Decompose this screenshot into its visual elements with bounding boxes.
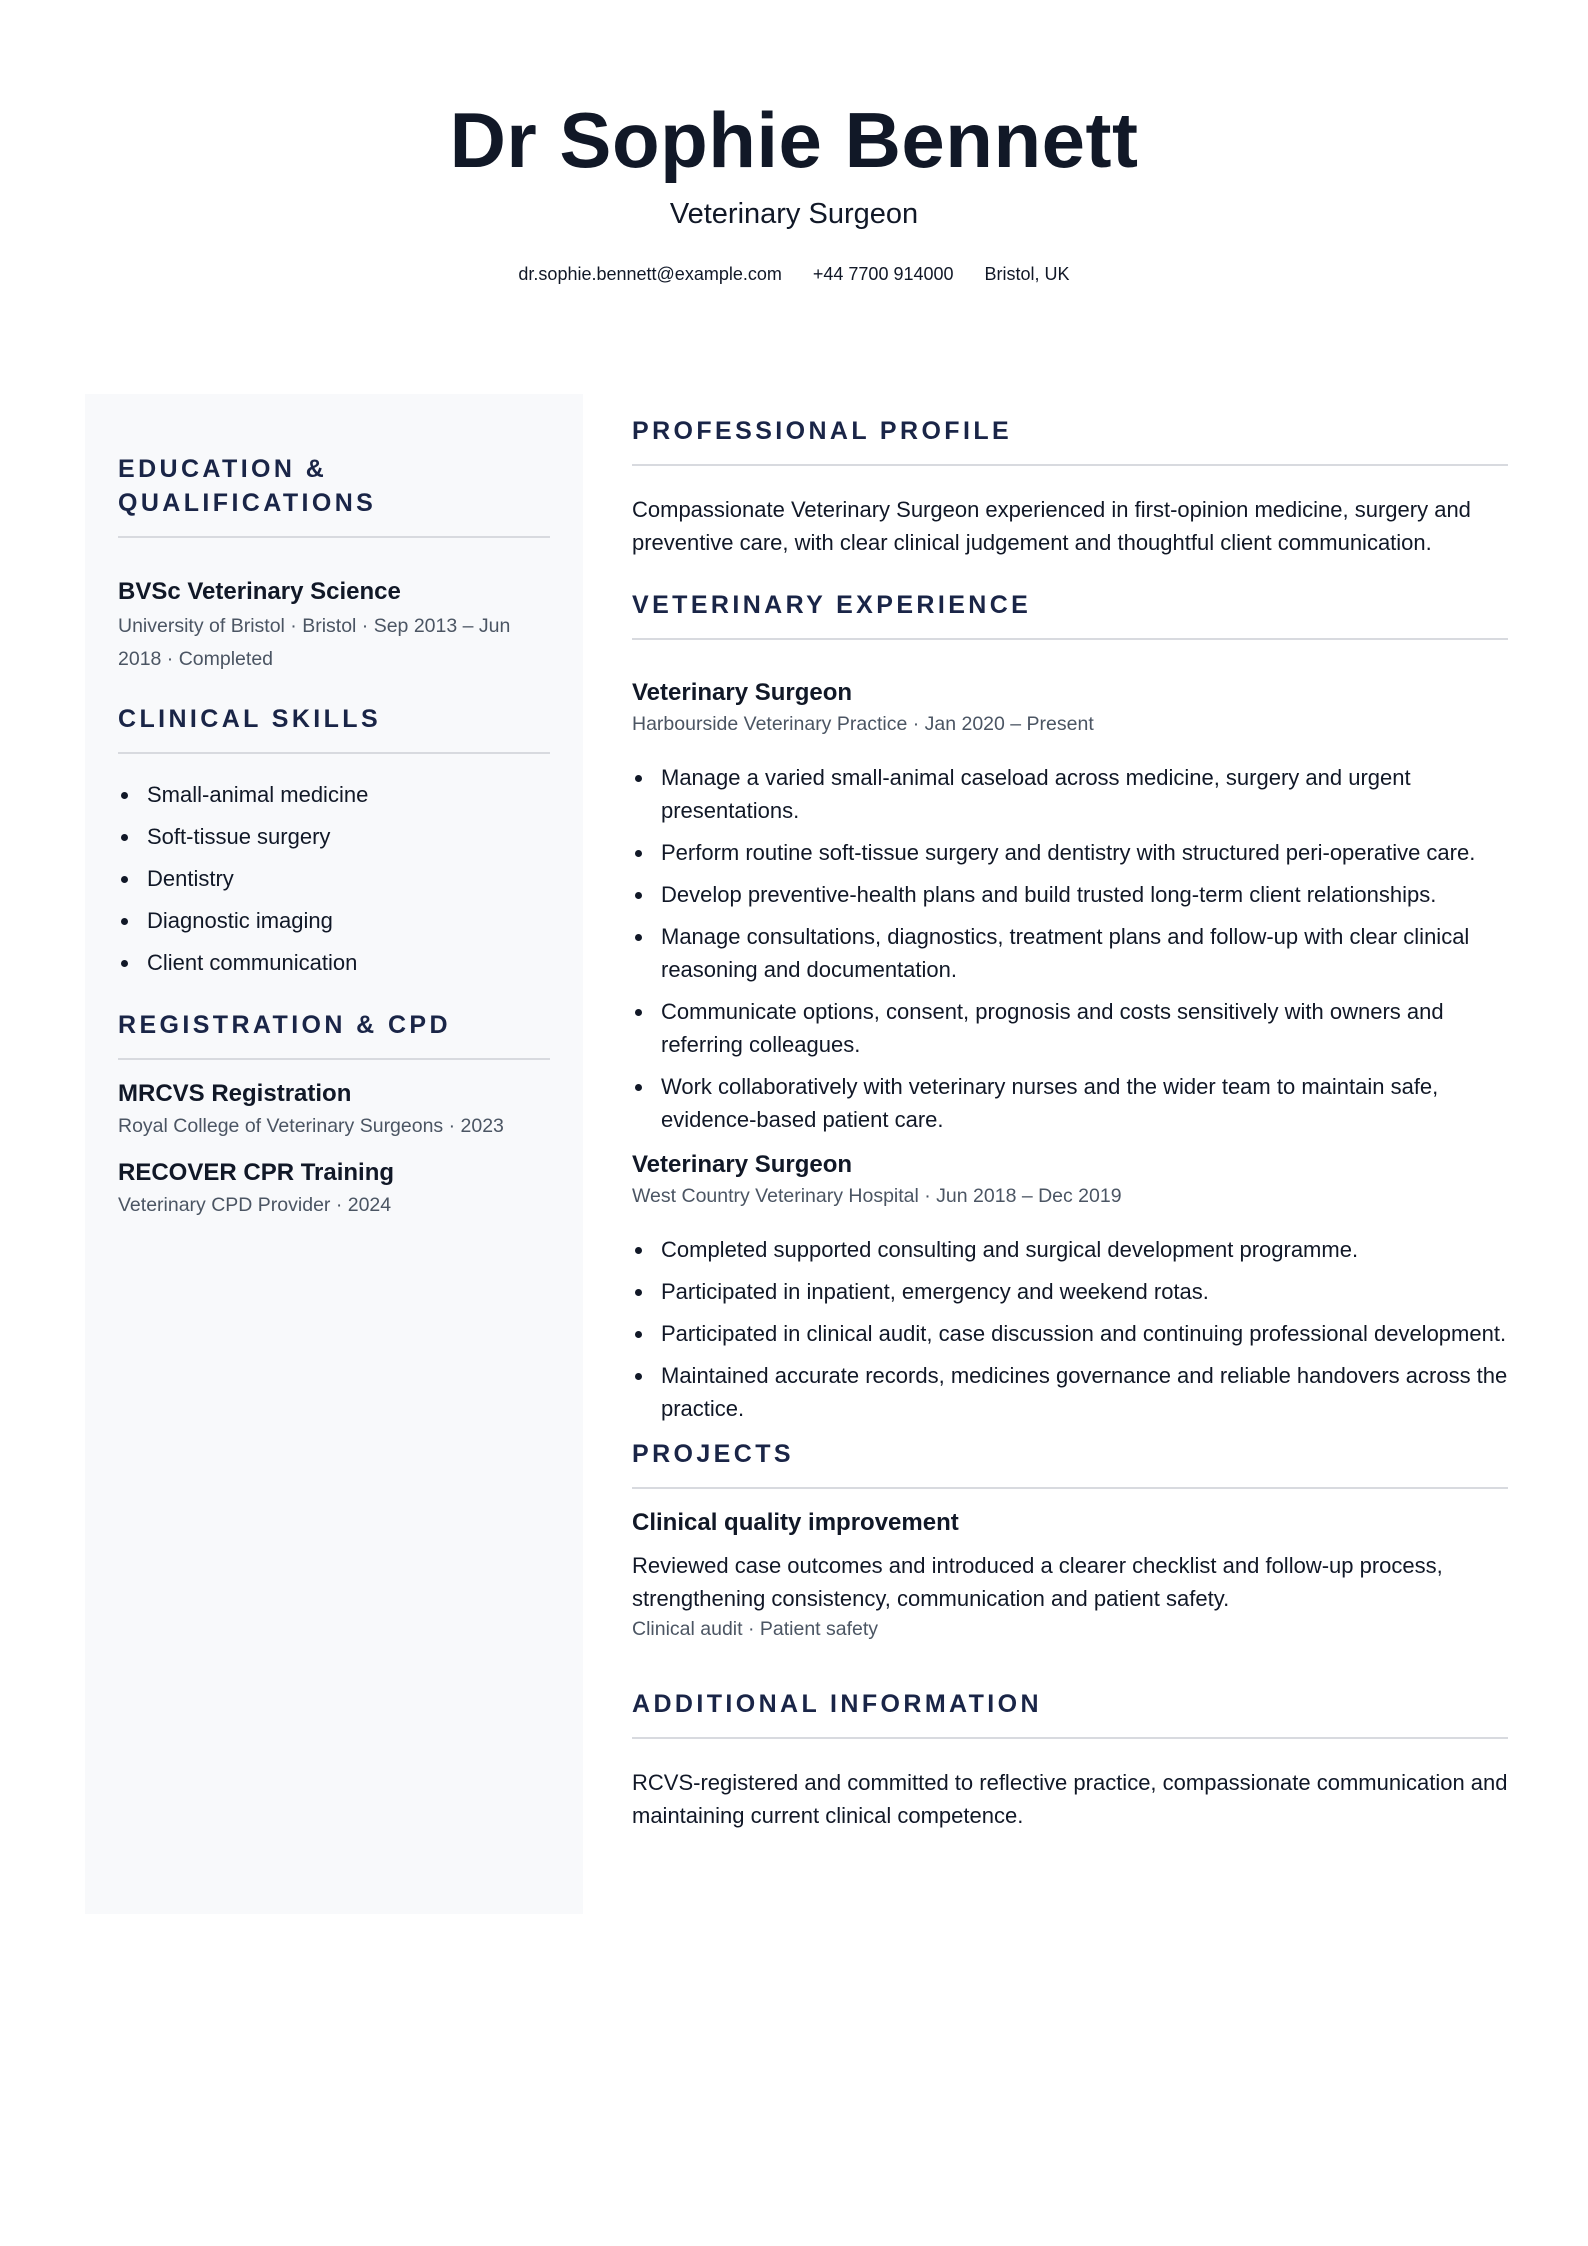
skill-item: Diagnostic imaging <box>118 900 550 942</box>
job-employer: West Country Veterinary Hospital · Jun 2018 – Dec 2019 <box>632 1185 1122 1207</box>
contact-line <box>0 262 1588 286</box>
registration-heading: REGISTRATION & CPD <box>118 1011 451 1039</box>
divider <box>118 1058 550 1060</box>
additional-heading: ADDITIONAL INFORMATION <box>632 1690 1042 1718</box>
divider <box>118 752 550 754</box>
job-bullet: Manage consultations, diagnostics, treatment plans and follow-up with clear clinical reasoning and documentation. <box>632 920 1508 986</box>
registration-sub: Veterinary CPD Provider · 2024 <box>118 1194 392 1216</box>
degree-title: BVSc Veterinary Science <box>118 578 401 605</box>
experience-heading: VETERINARY EXPERIENCE <box>632 591 1032 619</box>
education-heading <box>118 452 550 520</box>
registration-section <box>118 1008 550 1222</box>
degree-details: University of Bristol · Bristol · Sep 2013 – Jun 2018 · Completed <box>118 615 511 670</box>
email-link[interactable]: dr.sophie.bennett@example.com <box>518 264 782 284</box>
skills-heading: CLINICAL SKILLS <box>118 705 382 733</box>
education-section <box>118 452 550 676</box>
phone-number[interactable]: +44 7700 914000 <box>812 264 954 284</box>
job-bullet: Completed supported consulting and surgical development programme. <box>632 1233 1508 1266</box>
sidebar <box>85 394 583 1914</box>
project-description: Reviewed case outcomes and introduced a clearer checklist and follow-up process, strengthening consistency, communication and patient safety. <box>632 1553 1443 1611</box>
skill-item: Soft-tissue surgery <box>118 816 550 858</box>
projects-heading: PROJECTS <box>632 1440 794 1468</box>
job-bullets <box>632 761 1508 1136</box>
job-bullet: Manage a varied small-animal caseload across medicine, surgery and urgent presentations. <box>632 761 1508 827</box>
location: Bristol, UK <box>984 264 1070 284</box>
job-role: Veterinary Surgeon <box>632 1151 853 1178</box>
registration-title: RECOVER CPR Training <box>118 1159 395 1186</box>
candidate-name: Dr Sophie Bennett <box>449 96 1139 184</box>
divider <box>632 464 1508 466</box>
projects-section <box>632 1437 1508 1643</box>
job-entry <box>632 677 1508 1136</box>
profile-section <box>632 414 1508 559</box>
education-heading-line1: EDUCATION & <box>118 455 328 483</box>
skill-item: Dentistry <box>118 858 550 900</box>
divider <box>632 1737 1508 1739</box>
skills-section <box>118 702 550 984</box>
job-bullet: Work collaboratively with veterinary nurses and the wider team to maintain safe, evidence-based patient care. <box>632 1070 1508 1136</box>
job-bullet: Perform routine soft-tissue surgery and dentistry with structured peri-operative care. <box>632 836 1508 869</box>
experience-section <box>632 588 1508 1425</box>
additional-text: RCVS-registered and committed to reflective practice, compassionate communication and maintaining current clinical competence. <box>632 1770 1508 1828</box>
job-title: Veterinary Surgeon <box>669 198 919 230</box>
job-bullet: Communicate options, consent, prognosis and costs sensitively with owners and referring colleagues. <box>632 995 1508 1061</box>
additional-section <box>632 1687 1508 1832</box>
project-title: Clinical quality improvement <box>632 1509 959 1536</box>
registration-entry <box>118 1078 550 1143</box>
registration-sub: Royal College of Veterinary Surgeons · 2023 <box>118 1115 504 1137</box>
profile-heading: PROFESSIONAL PROFILE <box>632 417 1013 445</box>
skills-list <box>118 774 550 984</box>
divider <box>632 638 1508 640</box>
job-employer: Harbourside Veterinary Practice · Jan 2020 – Present <box>632 713 1094 735</box>
registration-title: MRCVS Registration <box>118 1080 352 1107</box>
job-bullet: Maintained accurate records, medicines governance and reliable handovers across the practice. <box>632 1359 1508 1425</box>
skill-item: Client communication <box>118 942 550 984</box>
profile-text: Compassionate Veterinary Surgeon experienced in first-opinion medicine, surgery and preventive care, with clear clinical judgement and thoughtful client communication. <box>632 497 1471 555</box>
education-heading-line2: QUALIFICATIONS <box>118 489 377 517</box>
job-bullet: Develop preventive-health plans and build trusted long-term client relationships. <box>632 878 1508 911</box>
job-role: Veterinary Surgeon <box>632 679 853 706</box>
main-content <box>632 414 1508 1832</box>
job-bullet: Participated in inpatient, emergency and weekend rotas. <box>632 1275 1508 1308</box>
job-bullet: Participated in clinical audit, case discussion and continuing professional development. <box>632 1317 1508 1350</box>
job-entry <box>632 1149 1508 1425</box>
job-bullets <box>632 1233 1508 1425</box>
registration-entry <box>118 1157 550 1222</box>
sidebar-content <box>118 452 550 1222</box>
divider <box>118 536 550 538</box>
project-tags: Clinical audit · Patient safety <box>632 1618 879 1640</box>
skill-item: Small-animal medicine <box>118 774 550 816</box>
divider <box>632 1487 1508 1489</box>
